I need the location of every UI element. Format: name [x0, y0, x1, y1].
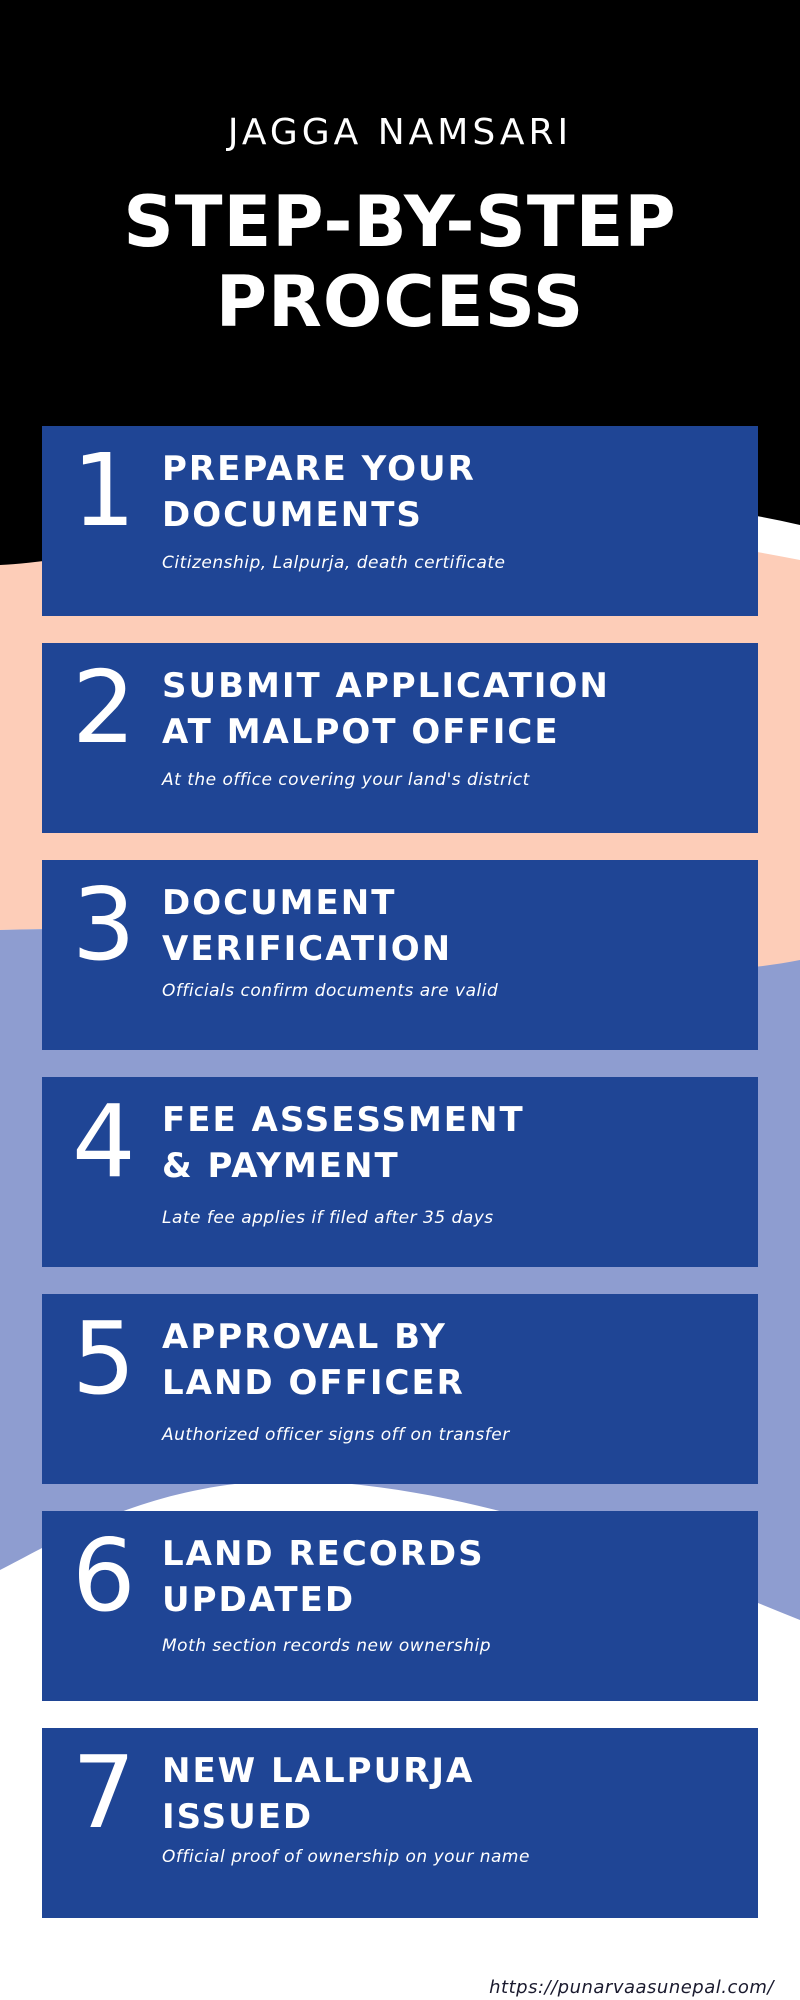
step-description: Citizenship, Lalpurja, death certificate [162, 553, 506, 573]
step-description: At the office covering your land's district [162, 770, 530, 790]
page-subtitle: JAGGA NAMSARI [227, 112, 573, 153]
step-title-line-1: LAND RECORDS [162, 1534, 485, 1574]
step-title-line-2: UPDATED [162, 1580, 356, 1620]
step-card [42, 1294, 758, 1484]
title-line-2: PROCESS [215, 261, 585, 343]
step-title-line-2: ISSUED [162, 1797, 314, 1837]
step-title [162, 446, 722, 538]
step-title-line-1: DOCUMENT [162, 883, 397, 923]
step-number: 2 [72, 649, 136, 766]
step-title-line-2: AT MALPOT OFFICE [162, 712, 560, 752]
step-number: 7 [72, 1734, 136, 1851]
header [0, 0, 800, 420]
step-card [42, 1077, 758, 1267]
step-number: 1 [72, 432, 136, 549]
step-number: 3 [72, 866, 136, 983]
step-title-line-1: NEW LALPURJA [162, 1751, 475, 1791]
step-description: Late fee applies if filed after 35 days [162, 1208, 494, 1228]
source-url-link[interactable]: https://punarvaasunepal.com/ [489, 1977, 774, 1998]
step-card [42, 643, 758, 833]
step-title-line-1: FEE ASSESSMENT [162, 1100, 525, 1140]
step-title [162, 1531, 722, 1623]
step-title [162, 1748, 722, 1840]
step-title-line-2: & PAYMENT [162, 1146, 400, 1186]
step-title [162, 1314, 722, 1406]
step-description: Official proof of ownership on your name [162, 1847, 530, 1867]
step-title-line-1: SUBMIT APPLICATION [162, 666, 610, 706]
step-title [162, 663, 722, 755]
step-title [162, 1097, 722, 1189]
step-card [42, 1728, 758, 1918]
step-title-line-2: VERIFICATION [162, 929, 453, 969]
page-title [0, 182, 800, 342]
step-title-line-2: LAND OFFICER [162, 1363, 465, 1403]
step-description: Moth section records new ownership [162, 1636, 491, 1656]
step-title-line-1: PREPARE YOUR [162, 449, 476, 489]
step-title-line-1: APPROVAL BY [162, 1317, 447, 1357]
step-card [42, 860, 758, 1050]
step-title-line-2: DOCUMENTS [162, 495, 423, 535]
title-line-1: STEP-BY-STEP [123, 181, 677, 263]
step-number: 6 [72, 1517, 136, 1634]
step-card [42, 426, 758, 616]
step-number: 4 [72, 1083, 136, 1200]
step-description: Officials confirm documents are valid [162, 981, 499, 1001]
step-number: 5 [72, 1300, 136, 1417]
step-description: Authorized officer signs off on transfer [162, 1425, 510, 1445]
step-card [42, 1511, 758, 1701]
step-title [162, 880, 722, 972]
